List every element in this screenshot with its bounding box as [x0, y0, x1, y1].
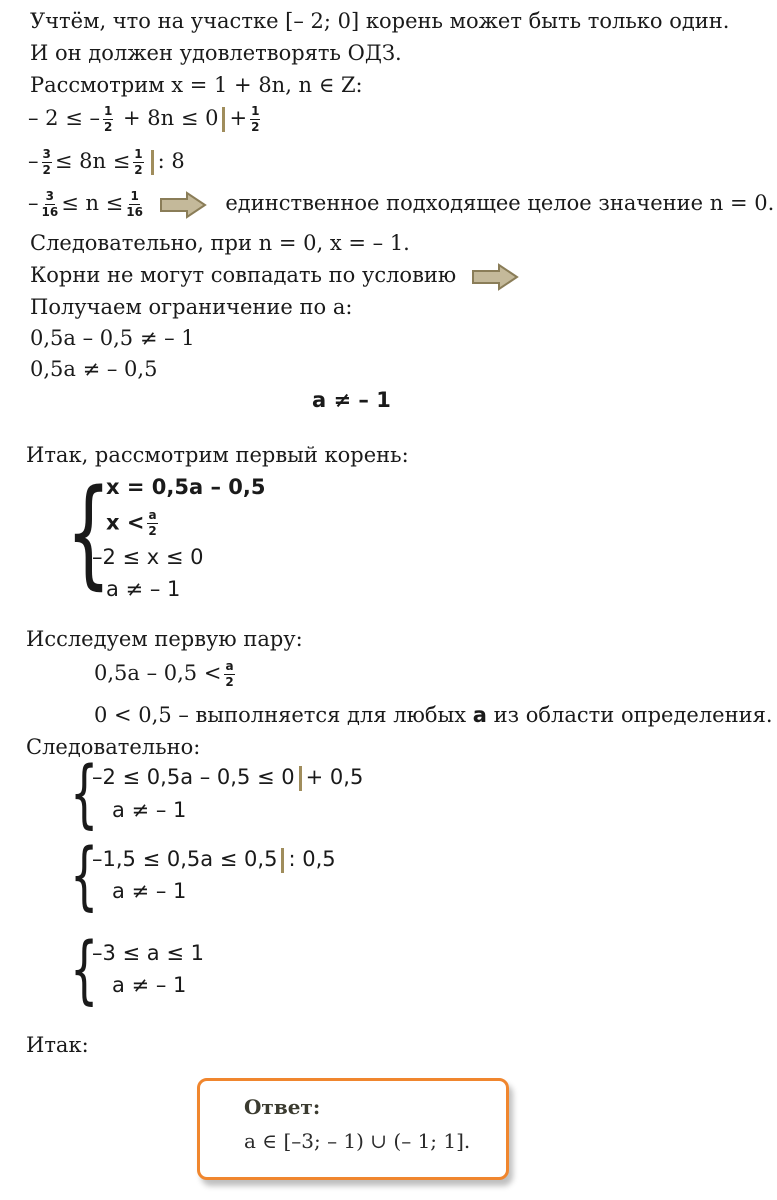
- fraction: $\frac{3}{2}$: [42, 147, 51, 177]
- right-arrow-icon: [471, 263, 519, 291]
- text-line: Следовательно:: [26, 735, 201, 759]
- inequality-line: – $\frac{3}{16}$ ≤ n ≤ $\frac{1}{16}$ единственное подходящее целое значение n = 0.: [28, 189, 775, 219]
- system-brace: {: [70, 833, 99, 919]
- fraction: $\frac{3}{16}$: [41, 189, 59, 219]
- system-line: –2 ≤ x ≤ 0: [92, 545, 204, 569]
- text-line: Рассмотрим x = 1 + 8n, n ∈ Z:: [30, 73, 363, 97]
- restriction-result: a ≠ – 1: [312, 388, 391, 412]
- text-line: 0,5a – 0,5 ≠ – 1: [30, 326, 195, 350]
- right-arrow-icon: [159, 191, 207, 219]
- system-line: a ≠ – 1: [112, 798, 187, 822]
- text-line: Следовательно, при n = 0, x = – 1.: [30, 231, 410, 255]
- text-line: И он должен удовлетворять ОДЗ.: [30, 41, 402, 65]
- text-line: 0 < 0,5 – выполняется для любых a из области определения.: [94, 703, 773, 727]
- system-line: x = 0,5a – 0,5: [106, 475, 266, 499]
- system-brace: {: [66, 463, 112, 601]
- text-line: Учтём, что на участке [– 2; 0] корень может быть только один.: [30, 9, 730, 33]
- inequality-line: – $\frac{3}{2}$ ≤ 8n ≤ $\frac{1}{2}$ : 8: [28, 147, 185, 177]
- answer-box: [197, 1078, 509, 1180]
- fraction: $\frac{1}{16}$: [126, 189, 143, 219]
- fraction: $\frac{1}{2}$: [103, 104, 113, 134]
- text-line: 0,5a ≠ – 0,5: [30, 357, 158, 381]
- answer-value: a ∈ [–3; – 1) ∪ (– 1; 1].: [244, 1129, 471, 1153]
- system-line: a ≠ – 1: [106, 577, 181, 601]
- divider-bar: [151, 150, 154, 175]
- system-line: –1,5 ≤ 0,5a ≤ 0,5 : 0,5: [92, 847, 336, 871]
- system-line: –3 ≤ a ≤ 1: [92, 941, 204, 965]
- inequality-line: – 2 ≤ – $\frac{1}{2}$ + 8n ≤ 0 + $\frac{1}{2}$: [28, 104, 260, 134]
- system-line: –2 ≤ 0,5a – 0,5 ≤ 0 + 0,5: [92, 765, 364, 789]
- answer-title: Ответ:: [244, 1095, 321, 1119]
- divider-bar: [222, 107, 225, 132]
- system-line: x < $\frac{a}{2}$: [106, 508, 157, 538]
- fraction: $\frac{a}{2}$: [225, 659, 234, 689]
- fraction: $\frac{1}{2}$: [134, 147, 143, 177]
- text-line: Исследуем первую пару:: [26, 627, 303, 651]
- system-line: a ≠ – 1: [112, 879, 187, 903]
- system-brace: {: [70, 751, 99, 837]
- text-line: Итак:: [26, 1033, 89, 1057]
- divider-bar: [299, 766, 302, 791]
- text-line: Итак, рассмотрим первый корень:: [26, 443, 409, 467]
- system-brace: {: [70, 927, 99, 1013]
- divider-bar: [281, 848, 284, 873]
- text-line: Корни не могут совпадать по условию: [30, 262, 519, 291]
- system-line: a ≠ – 1: [112, 973, 187, 997]
- text-line: Получаем ограничение по a:: [30, 295, 353, 319]
- fraction: $\frac{a}{2}$: [148, 508, 157, 538]
- fraction: $\frac{1}{2}$: [251, 104, 260, 134]
- inequality-line: 0,5a – 0,5 < $\frac{a}{2}$: [94, 659, 234, 689]
